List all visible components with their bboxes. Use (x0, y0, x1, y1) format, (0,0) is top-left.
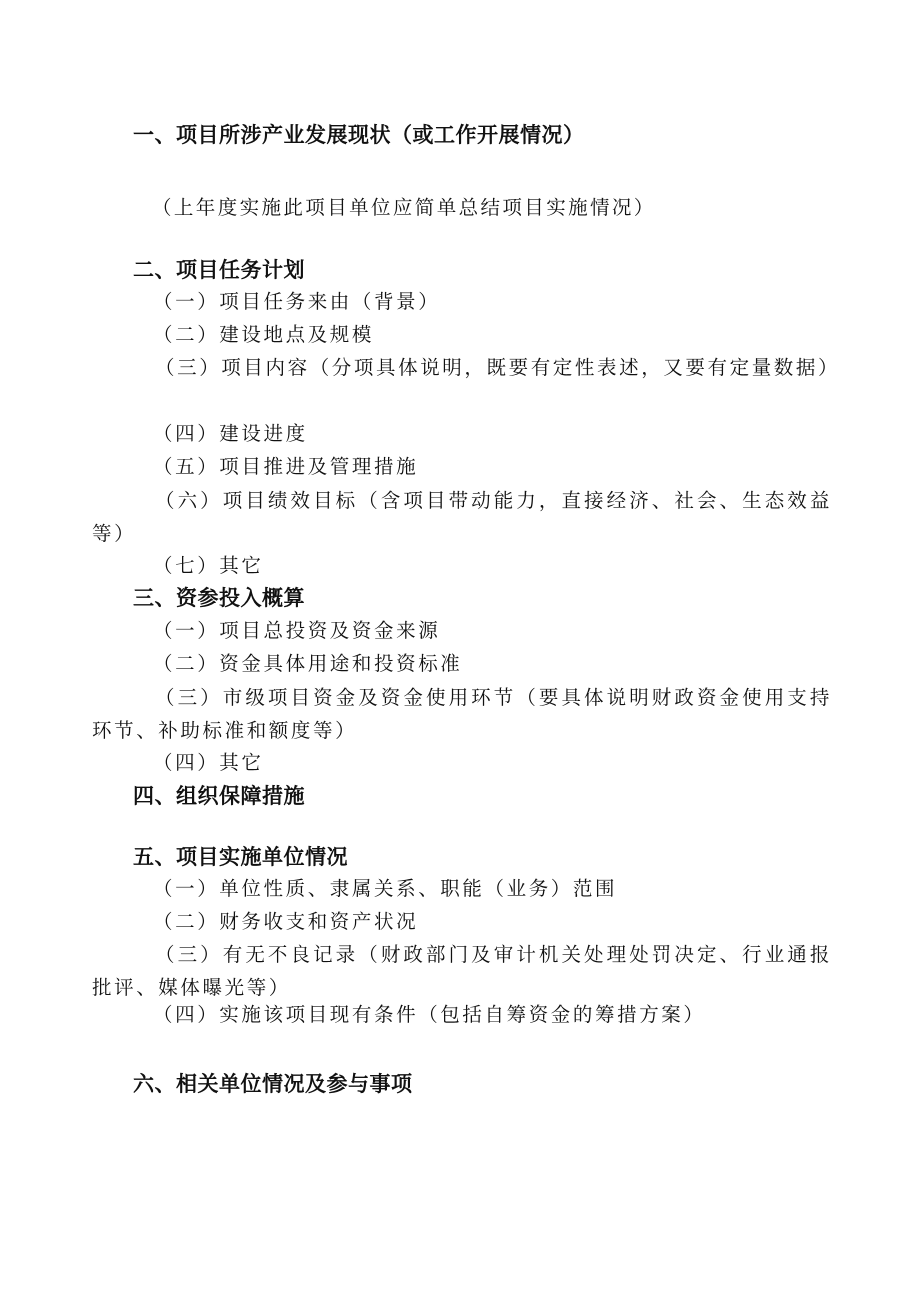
section-2-item-2: （二）建设地点及规模 (153, 323, 375, 346)
section-3-title: 三、资参投入概算 (133, 586, 305, 610)
section-2-item-6: （六）项目绩效目标（含项目带动能力，直接经济、社会、生态效益等） (92, 489, 832, 545)
section-5-item-4: （四）实施该项目现有条件（包括自筹资金的筹措方案） (153, 1003, 706, 1026)
section-3-item-2: （二）资金具体用途和投资标准 (153, 652, 463, 675)
section-3-item-4: （四）其它 (153, 751, 264, 774)
section-3-item-3: （三）市级项目资金及资金使用环节（要具体说明财政资金使用支持环节、补助标准和额度等） (92, 686, 832, 742)
section-5-item-3: （三）有无不良记录（财政部门及审计机关处理处罚决定、行业通报批评、媒体曝光等） (92, 943, 832, 999)
section-2-item-5: （五）项目推进及管理措施 (153, 455, 419, 478)
section-1-title: 一、项目所涉产业发展现状（或工作开展情况） (133, 123, 585, 147)
section-3-item-1: （一）项目总投资及资金来源 (153, 619, 441, 642)
section-4-title: 四、组织保障措施 (133, 784, 305, 808)
section-6-title: 六、相关单位情况及参与事项 (133, 1072, 413, 1096)
section-2-title: 二、项目任务计划 (133, 258, 305, 282)
section-2-item-3: （三）项目内容（分项具体说明，既要有定性表述，又要有定量数据） (155, 356, 841, 379)
section-5-title: 五、项目实施单位情况 (133, 845, 348, 869)
section-5-item-1: （一）单位性质、隶属关系、职能（业务）范围 (153, 877, 618, 900)
section-2-item-7: （七）其它 (153, 554, 264, 577)
section-5-item-2: （二）财务收支和资产状况 (153, 910, 419, 933)
section-2-item-1: （一）项目任务来由（背景） (153, 290, 441, 313)
section-1-note: （上年度实施此项目单位应简单总结项目实施情况） (152, 196, 656, 219)
section-2-item-4: （四）建设进度 (153, 422, 308, 445)
